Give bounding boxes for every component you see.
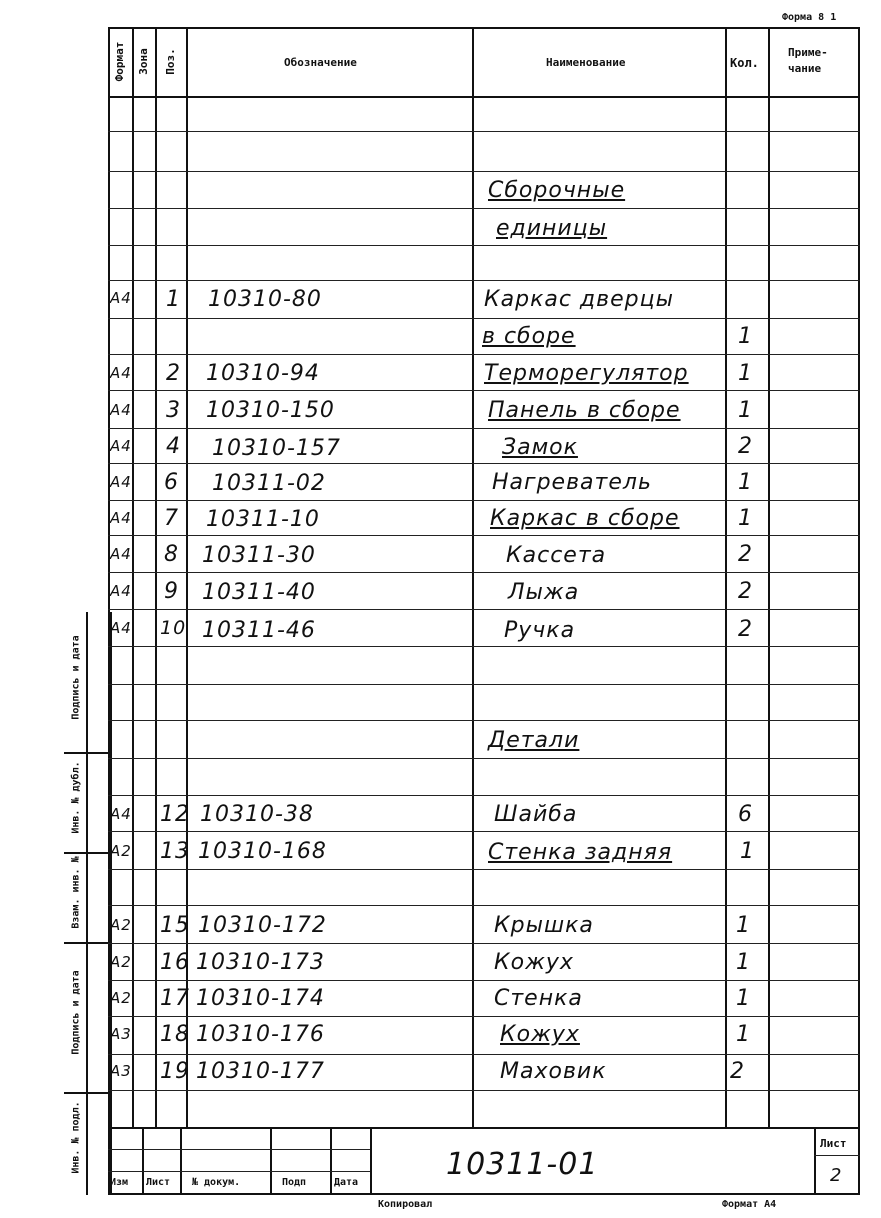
row-kol: 1 bbox=[736, 986, 751, 1011]
row-poz: 12 bbox=[160, 802, 190, 827]
row-poz: 17 bbox=[160, 986, 190, 1011]
row-format: A4 bbox=[110, 437, 132, 455]
row-poz: 10 bbox=[160, 617, 187, 639]
row-kol: 1 bbox=[736, 950, 751, 975]
row-kol: 2 bbox=[730, 1059, 745, 1084]
row-name: Каркас в сборе bbox=[490, 506, 680, 531]
row-name: Кожух bbox=[494, 950, 574, 975]
row-poz: 6 bbox=[164, 470, 179, 495]
row-oboz: 10310-168 bbox=[198, 839, 327, 864]
section-assembly-1: Сборочные bbox=[488, 178, 626, 203]
row-format: A2 bbox=[110, 953, 132, 971]
row-oboz: 10311-40 bbox=[202, 580, 316, 605]
side-label-inv-podl: Инв. № подл. bbox=[70, 1101, 82, 1174]
header-kol: Кол. bbox=[730, 56, 759, 70]
row-name: Стенка bbox=[494, 986, 583, 1011]
row-format: A4 bbox=[110, 473, 132, 491]
row-kol: 1 bbox=[738, 398, 753, 423]
row-format: A3 bbox=[110, 1062, 132, 1080]
section-assembly-2: единицы bbox=[496, 216, 608, 241]
row-format: A4 bbox=[110, 619, 132, 637]
header-poz: Поз. bbox=[164, 48, 177, 75]
row-format: A4 bbox=[110, 509, 132, 527]
row-name: Стенка задняя bbox=[488, 840, 673, 865]
title-list-number: 2 bbox=[830, 1165, 843, 1186]
document-frame bbox=[108, 27, 860, 1195]
title-data: Дата bbox=[334, 1177, 359, 1188]
row-oboz: 10310-80 bbox=[208, 287, 322, 312]
row-format: A4 bbox=[110, 545, 132, 563]
row-kol: 1 bbox=[736, 1022, 751, 1047]
header-format: Формат bbox=[113, 41, 126, 82]
header-primechanie-2: чание bbox=[788, 62, 822, 75]
header-naimenovanie: Наименование bbox=[546, 56, 626, 69]
row-kol: 1 bbox=[740, 839, 755, 864]
row-format: A3 bbox=[110, 1025, 132, 1043]
header-oboznachenie: Обозначение bbox=[284, 56, 357, 69]
row-format: A2 bbox=[110, 842, 132, 860]
row-poz: 9 bbox=[164, 579, 179, 604]
row-name: Терморегулятор bbox=[484, 361, 689, 386]
row-kol: 1 bbox=[738, 470, 753, 495]
row-kol: 1 bbox=[736, 913, 751, 938]
row-name: Шайба bbox=[494, 802, 578, 827]
row-poz: 15 bbox=[160, 913, 190, 938]
row-name: в сборе bbox=[482, 324, 576, 349]
row-format: A4 bbox=[110, 582, 132, 600]
row-oboz: 10310-177 bbox=[196, 1059, 325, 1084]
row-poz: 7 bbox=[164, 506, 179, 531]
side-stamp bbox=[64, 612, 112, 1195]
row-oboz: 10310-150 bbox=[206, 398, 335, 423]
row-kol: 2 bbox=[738, 617, 753, 642]
title-podp: Подп bbox=[282, 1177, 307, 1188]
row-format: A4 bbox=[110, 289, 132, 307]
row-kol: 1 bbox=[738, 324, 753, 349]
row-poz: 1 bbox=[166, 287, 181, 312]
footer-format: Формат А4 bbox=[722, 1199, 777, 1210]
row-name: Нагреватель bbox=[492, 470, 652, 495]
row-kol: 1 bbox=[738, 506, 753, 531]
row-kol: 6 bbox=[738, 802, 753, 827]
row-kol: 2 bbox=[738, 542, 753, 567]
row-poz: 13 bbox=[160, 839, 190, 864]
title-designation: 10311-01 bbox=[446, 1147, 599, 1182]
row-kol: 2 bbox=[738, 434, 753, 459]
row-format: A4 bbox=[110, 401, 132, 419]
row-poz: 19 bbox=[160, 1059, 190, 1084]
row-poz: 2 bbox=[166, 361, 181, 386]
row-oboz: 10310-38 bbox=[200, 802, 314, 827]
title-list: Лист bbox=[146, 1177, 171, 1188]
row-oboz: 10310-176 bbox=[196, 1022, 325, 1047]
row-format: A2 bbox=[110, 916, 132, 934]
row-poz: 8 bbox=[164, 542, 179, 567]
row-format: A2 bbox=[110, 989, 132, 1007]
row-name: Каркас дверцы bbox=[484, 287, 674, 312]
row-oboz: 10310-173 bbox=[196, 950, 325, 975]
row-name: Лыжа bbox=[508, 580, 580, 605]
row-oboz: 10311-30 bbox=[202, 543, 316, 568]
row-name: Кассета bbox=[506, 543, 607, 568]
row-oboz: 10310-172 bbox=[198, 913, 327, 938]
title-list-label: Лист bbox=[820, 1137, 847, 1150]
side-label-podpis-1: Подпись и дата bbox=[70, 635, 82, 720]
forma-label: Форма 8 1 bbox=[782, 12, 837, 23]
row-name: Замок bbox=[502, 435, 578, 460]
row-poz: 18 bbox=[160, 1022, 190, 1047]
row-oboz: 10310-94 bbox=[206, 361, 320, 386]
row-poz: 16 bbox=[160, 950, 190, 975]
header-primechanie-1: Приме- bbox=[788, 46, 828, 59]
row-name: Маховик bbox=[500, 1059, 607, 1084]
title-izm: Изм bbox=[110, 1177, 129, 1188]
row-name: Ручка bbox=[504, 618, 576, 643]
title-n-dokum: № докум. bbox=[192, 1177, 241, 1188]
row-oboz: 10311-10 bbox=[206, 507, 320, 532]
row-oboz: 10310-174 bbox=[196, 986, 325, 1011]
row-kol: 1 bbox=[738, 361, 753, 386]
row-oboz: 10311-02 bbox=[212, 471, 326, 496]
side-label-podpis-2: Подпись и дата bbox=[70, 970, 82, 1055]
row-oboz: 10311-46 bbox=[202, 618, 316, 643]
row-format: A4 bbox=[110, 805, 132, 823]
row-poz: 4 bbox=[166, 434, 181, 459]
section-details: Детали bbox=[488, 728, 580, 753]
header-zona: Зона bbox=[137, 48, 150, 75]
row-name: Панель в сборе bbox=[488, 398, 681, 423]
row-name: Крышка bbox=[494, 913, 594, 938]
row-poz: 3 bbox=[166, 398, 181, 423]
side-label-inv-dubl: Инв. № дубл. bbox=[70, 761, 82, 834]
footer-kopiroval: Копировал bbox=[378, 1199, 433, 1210]
row-kol: 2 bbox=[738, 579, 753, 604]
side-label-vzam-inv: Взам. инв. № bbox=[70, 856, 82, 929]
row-oboz: 10310-157 bbox=[212, 436, 341, 461]
row-format: A4 bbox=[110, 364, 132, 382]
title-block bbox=[108, 1127, 860, 1195]
row-name: Кожух bbox=[500, 1022, 580, 1047]
